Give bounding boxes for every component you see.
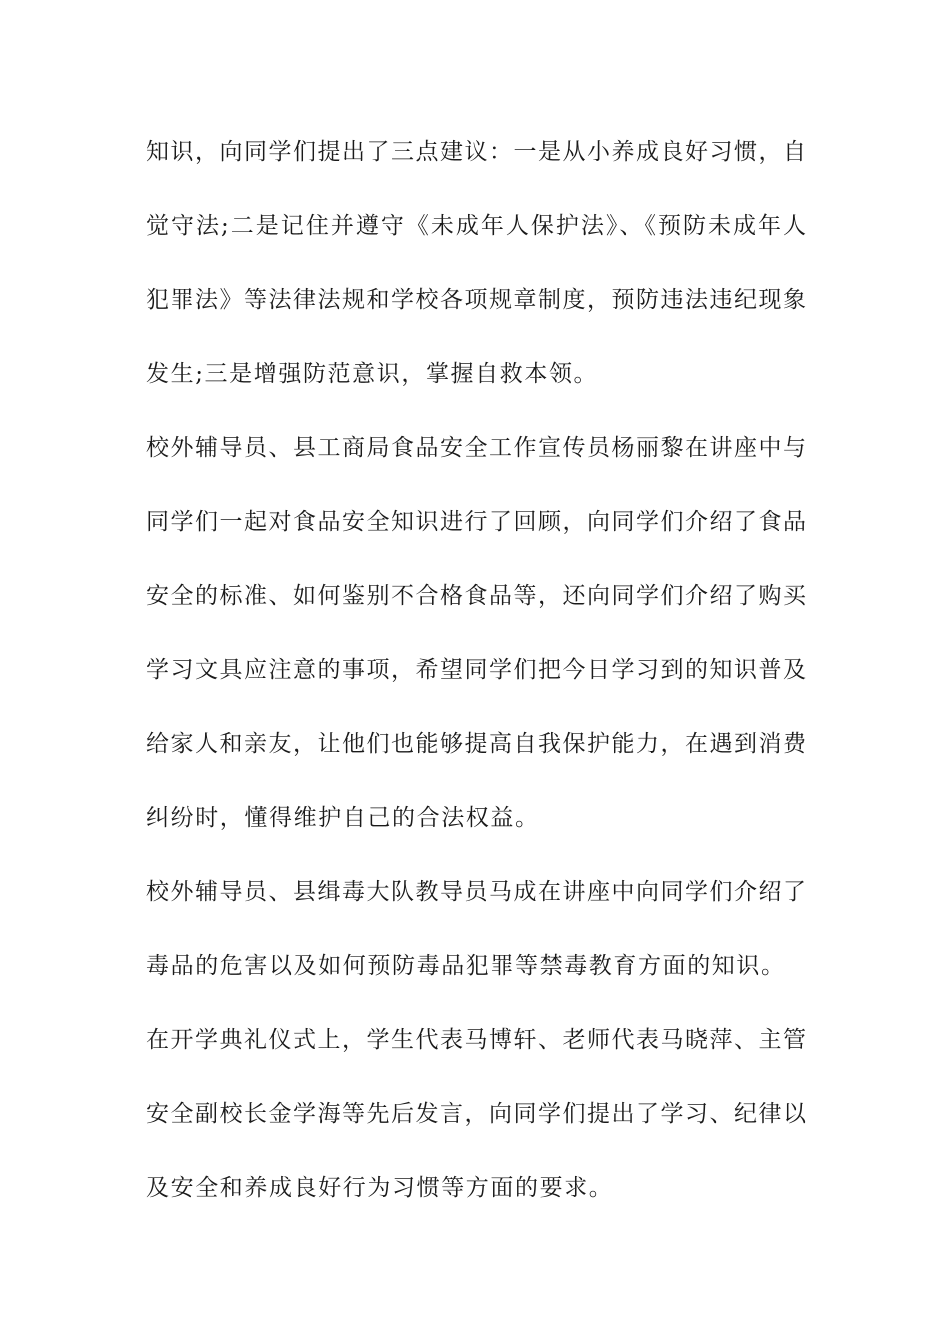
text-line: 安全副校长金学海等先后发言，向同学们提出了学习、纪律以 — [146, 1101, 806, 1127]
text-line: 同学们一起对食品安全知识进行了回顾，向同学们介绍了食品 — [146, 509, 806, 535]
text-line: 纠纷时，懂得维护自己的合法权益。 — [146, 805, 540, 831]
text-line: 及安全和养成良好行为习惯等方面的要求。 — [146, 1175, 614, 1201]
text-line: 犯罪法》等法律法规和学校各项规章制度，预防违法违纪现象 — [146, 287, 806, 313]
text-line: 知识，向同学们提出了三点建议：一是从小养成良好习惯，自 — [146, 139, 806, 165]
text-line: 学习文具应注意的事项，希望同学们把今日学习到的知识普及 — [146, 657, 806, 683]
text-line: 校外辅导员、县工商局食品安全工作宣传员杨丽黎在讲座中与 — [146, 435, 806, 461]
text-line: 发生;三是增强防范意识，掌握自救本领。 — [146, 361, 599, 387]
text-line: 安全的标准、如何鉴别不合格食品等，还向同学们介绍了购买 — [146, 583, 806, 609]
text-line: 给家人和亲友，让他们也能够提高自我保护能力，在遇到消费 — [146, 731, 806, 757]
text-line: 觉守法;二是记住并遵守《未成年人保护法》、《预防未成年人 — [146, 213, 806, 239]
text-line: 毒品的危害以及如何预防毒品犯罪等禁毒教育方面的知识。 — [146, 953, 786, 979]
text-line: 在开学典礼仪式上，学生代表马博轩、老师代表马晓萍、主管 — [146, 1027, 806, 1053]
text-line: 校外辅导员、县缉毒大队教导员马成在讲座中向同学们介绍了 — [146, 879, 806, 905]
